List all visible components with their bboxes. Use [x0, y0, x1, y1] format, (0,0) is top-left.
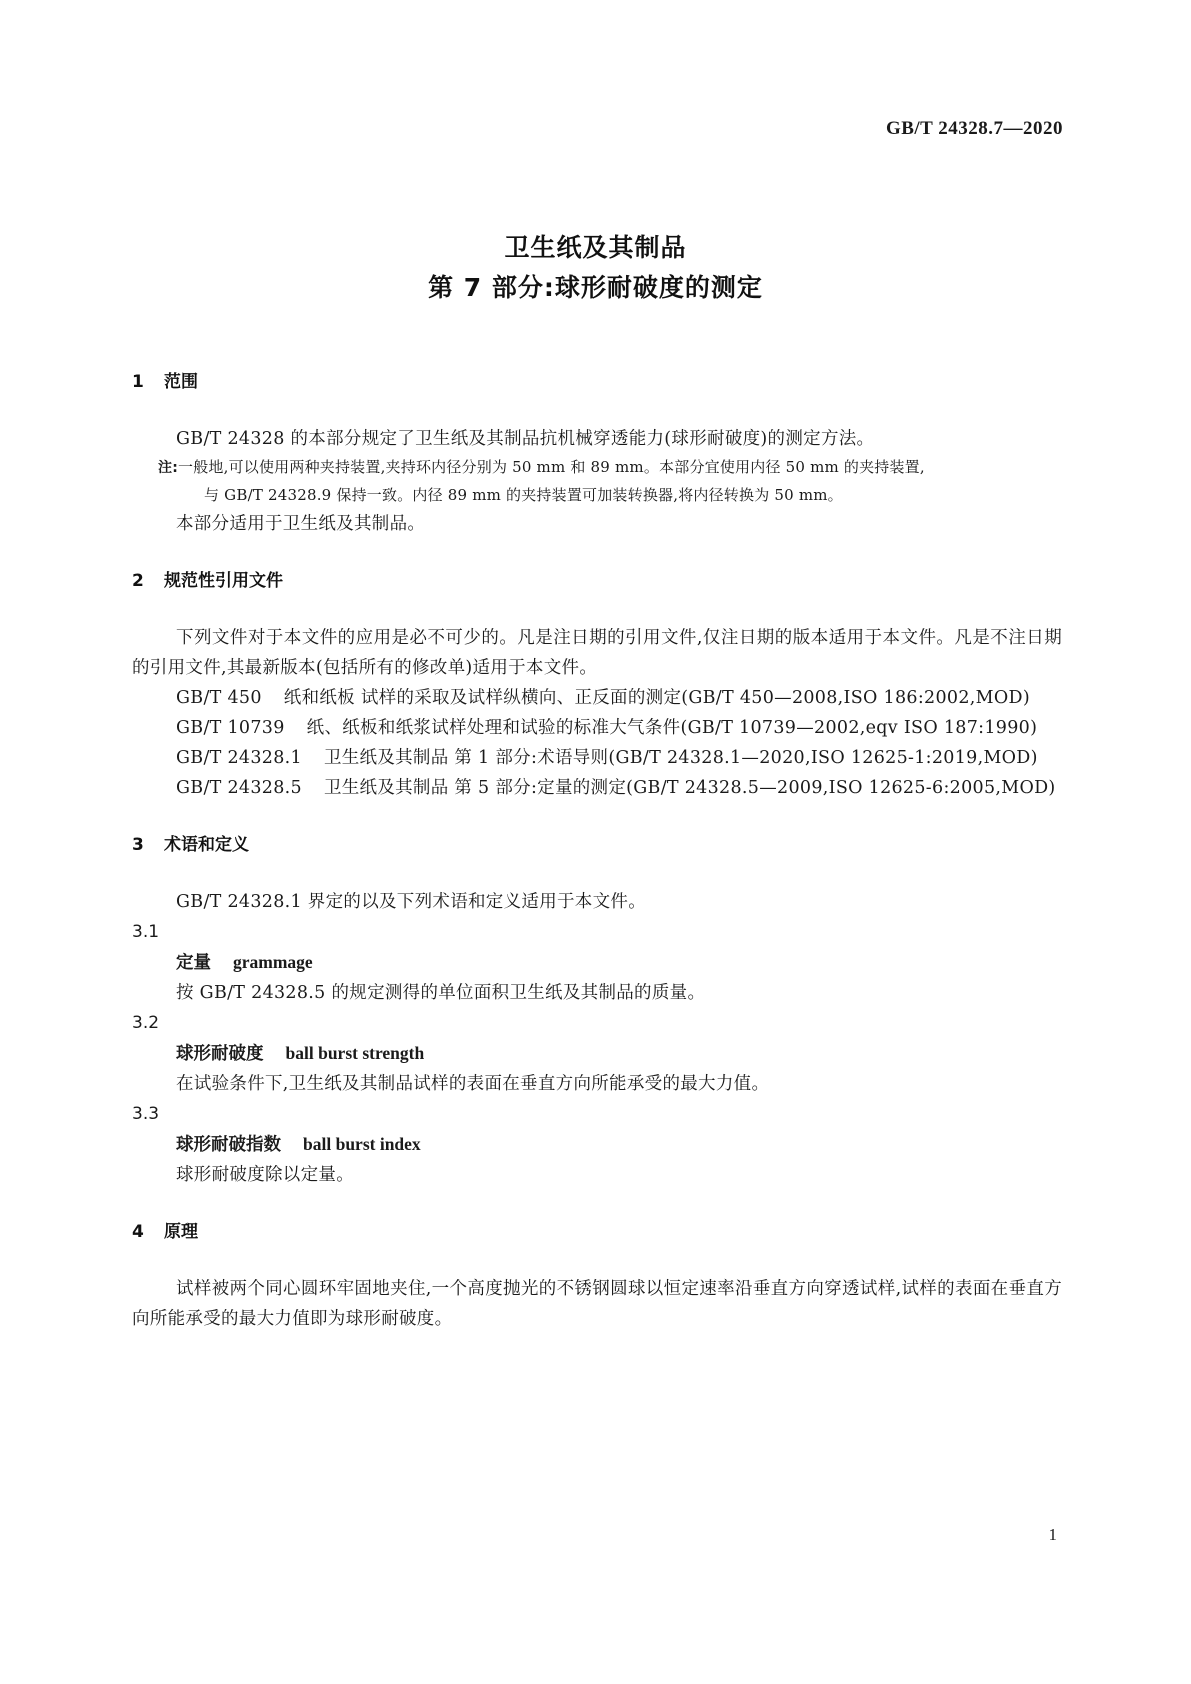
reference-text: 纸、纸板和纸浆试样处理和试验的标准大气条件(GB/T 10739—2002,eqv ISO 187:1990) [306, 718, 1038, 738]
note-label: 注: [158, 460, 178, 476]
term-name [132, 1038, 1062, 1069]
terms-intro: GB/T 24328.1 界定的以及下列术语和定义适用于本文件。 [176, 892, 646, 912]
reference-text: 纸和纸板 试样的采取及试样纵横向、正反面的测定(GB/T 450—2008,ISO 186:2002,MOD) [283, 688, 1030, 708]
term-definition: 球形耐破度除以定量。 [176, 1165, 354, 1185]
reference-code: GB/T 10739 [176, 718, 285, 738]
reference-item [132, 713, 1062, 743]
section-number: 3 [132, 835, 144, 855]
scope-note [132, 454, 1062, 482]
section-number: 1 [132, 372, 144, 392]
scope-note-continued: 与 GB/T 24328.9 保持一致。内径 89 mm 的夹持装置可加装转换器,将内径转换为 50 mm。 [204, 486, 843, 504]
scope-paragraph: GB/T 24328 的本部分规定了卫生纸及其制品抗机械穿透能力(球形耐破度)的测定方法。 [176, 429, 875, 449]
reference-text: 卫生纸及其制品 第 5 部分:定量的测定(GB/T 24328.5—2009,ISO 12625-6:2005,MOD) [323, 778, 1056, 798]
reference-code: GB/T 24328.1 [176, 748, 302, 768]
term-definition: 在试验条件下,卫生纸及其制品试样的表面在垂直方向所能承受的最大力值。 [176, 1074, 770, 1094]
standard-code: GB/T 24328.7—2020 [885, 118, 1063, 139]
document-title [0, 228, 1191, 308]
reference-code: GB/T 450 [176, 688, 262, 708]
term-number: 3.3 [132, 1104, 160, 1124]
reference-item [132, 683, 1062, 713]
page-number: 1 [1048, 1525, 1057, 1544]
section-heading-1 [132, 370, 1062, 394]
reference-code: GB/T 24328.5 [176, 778, 302, 798]
term-name-en: grammage [233, 952, 313, 972]
title-line-1: 卫生纸及其制品 [504, 233, 687, 262]
term-name-zh: 球形耐破指数 [176, 1135, 281, 1155]
term-number: 3.2 [132, 1013, 160, 1033]
term-name-en: ball burst strength [285, 1043, 425, 1063]
section-title: 原理 [164, 1222, 198, 1242]
term-name-zh: 球形耐破度 [176, 1044, 264, 1064]
section-heading-2 [132, 569, 1062, 593]
section-number: 4 [132, 1222, 144, 1242]
note-text-1: 一般地,可以使用两种夹持装置,夹持环内径分别为 50 mm 和 89 mm。本部分宜使用内径 50 mm 的夹持装置, [178, 458, 925, 476]
section-title: 规范性引用文件 [164, 571, 283, 591]
term-name-zh: 定量 [176, 953, 211, 973]
term-number: 3.1 [132, 922, 160, 942]
section-number: 2 [132, 571, 144, 591]
document-body [132, 370, 1062, 1334]
term-definition: 按 GB/T 24328.5 的规定测得的单位面积卫生纸及其制品的质量。 [176, 983, 706, 1003]
term-name [132, 1129, 1062, 1160]
section-heading-3 [132, 833, 1062, 857]
term-name [132, 947, 1062, 978]
section-title: 术语和定义 [164, 835, 249, 855]
principle-paragraph: 试样被两个同心圆环牢固地夹住,一个高度抛光的不锈钢圆球以恒定速率沿垂直方向穿透试样,试样的表面在垂直方向所能承受的最大力值即为球形耐破度。 [132, 1279, 1062, 1329]
reference-text: 卫生纸及其制品 第 1 部分:术语导则(GB/T 24328.1—2020,ISO 12625-1:2019,MOD) [323, 748, 1038, 768]
reference-item [132, 743, 1062, 773]
title-line-2: 第 7 部分:球形耐破度的测定 [428, 273, 763, 302]
scope-applicability: 本部分适用于卫生纸及其制品。 [176, 514, 426, 534]
references-intro: 下列文件对于本文件的应用是必不可少的。凡是注日期的引用文件,仅注日期的版本适用于本文件。凡是不注日期的引用文件,其最新版本(包括所有的修改单)适用于本文件。 [132, 628, 1062, 678]
term-name-en: ball burst index [303, 1134, 421, 1154]
reference-item [132, 773, 1062, 803]
section-heading-4 [132, 1220, 1062, 1244]
section-title: 范围 [164, 372, 198, 392]
